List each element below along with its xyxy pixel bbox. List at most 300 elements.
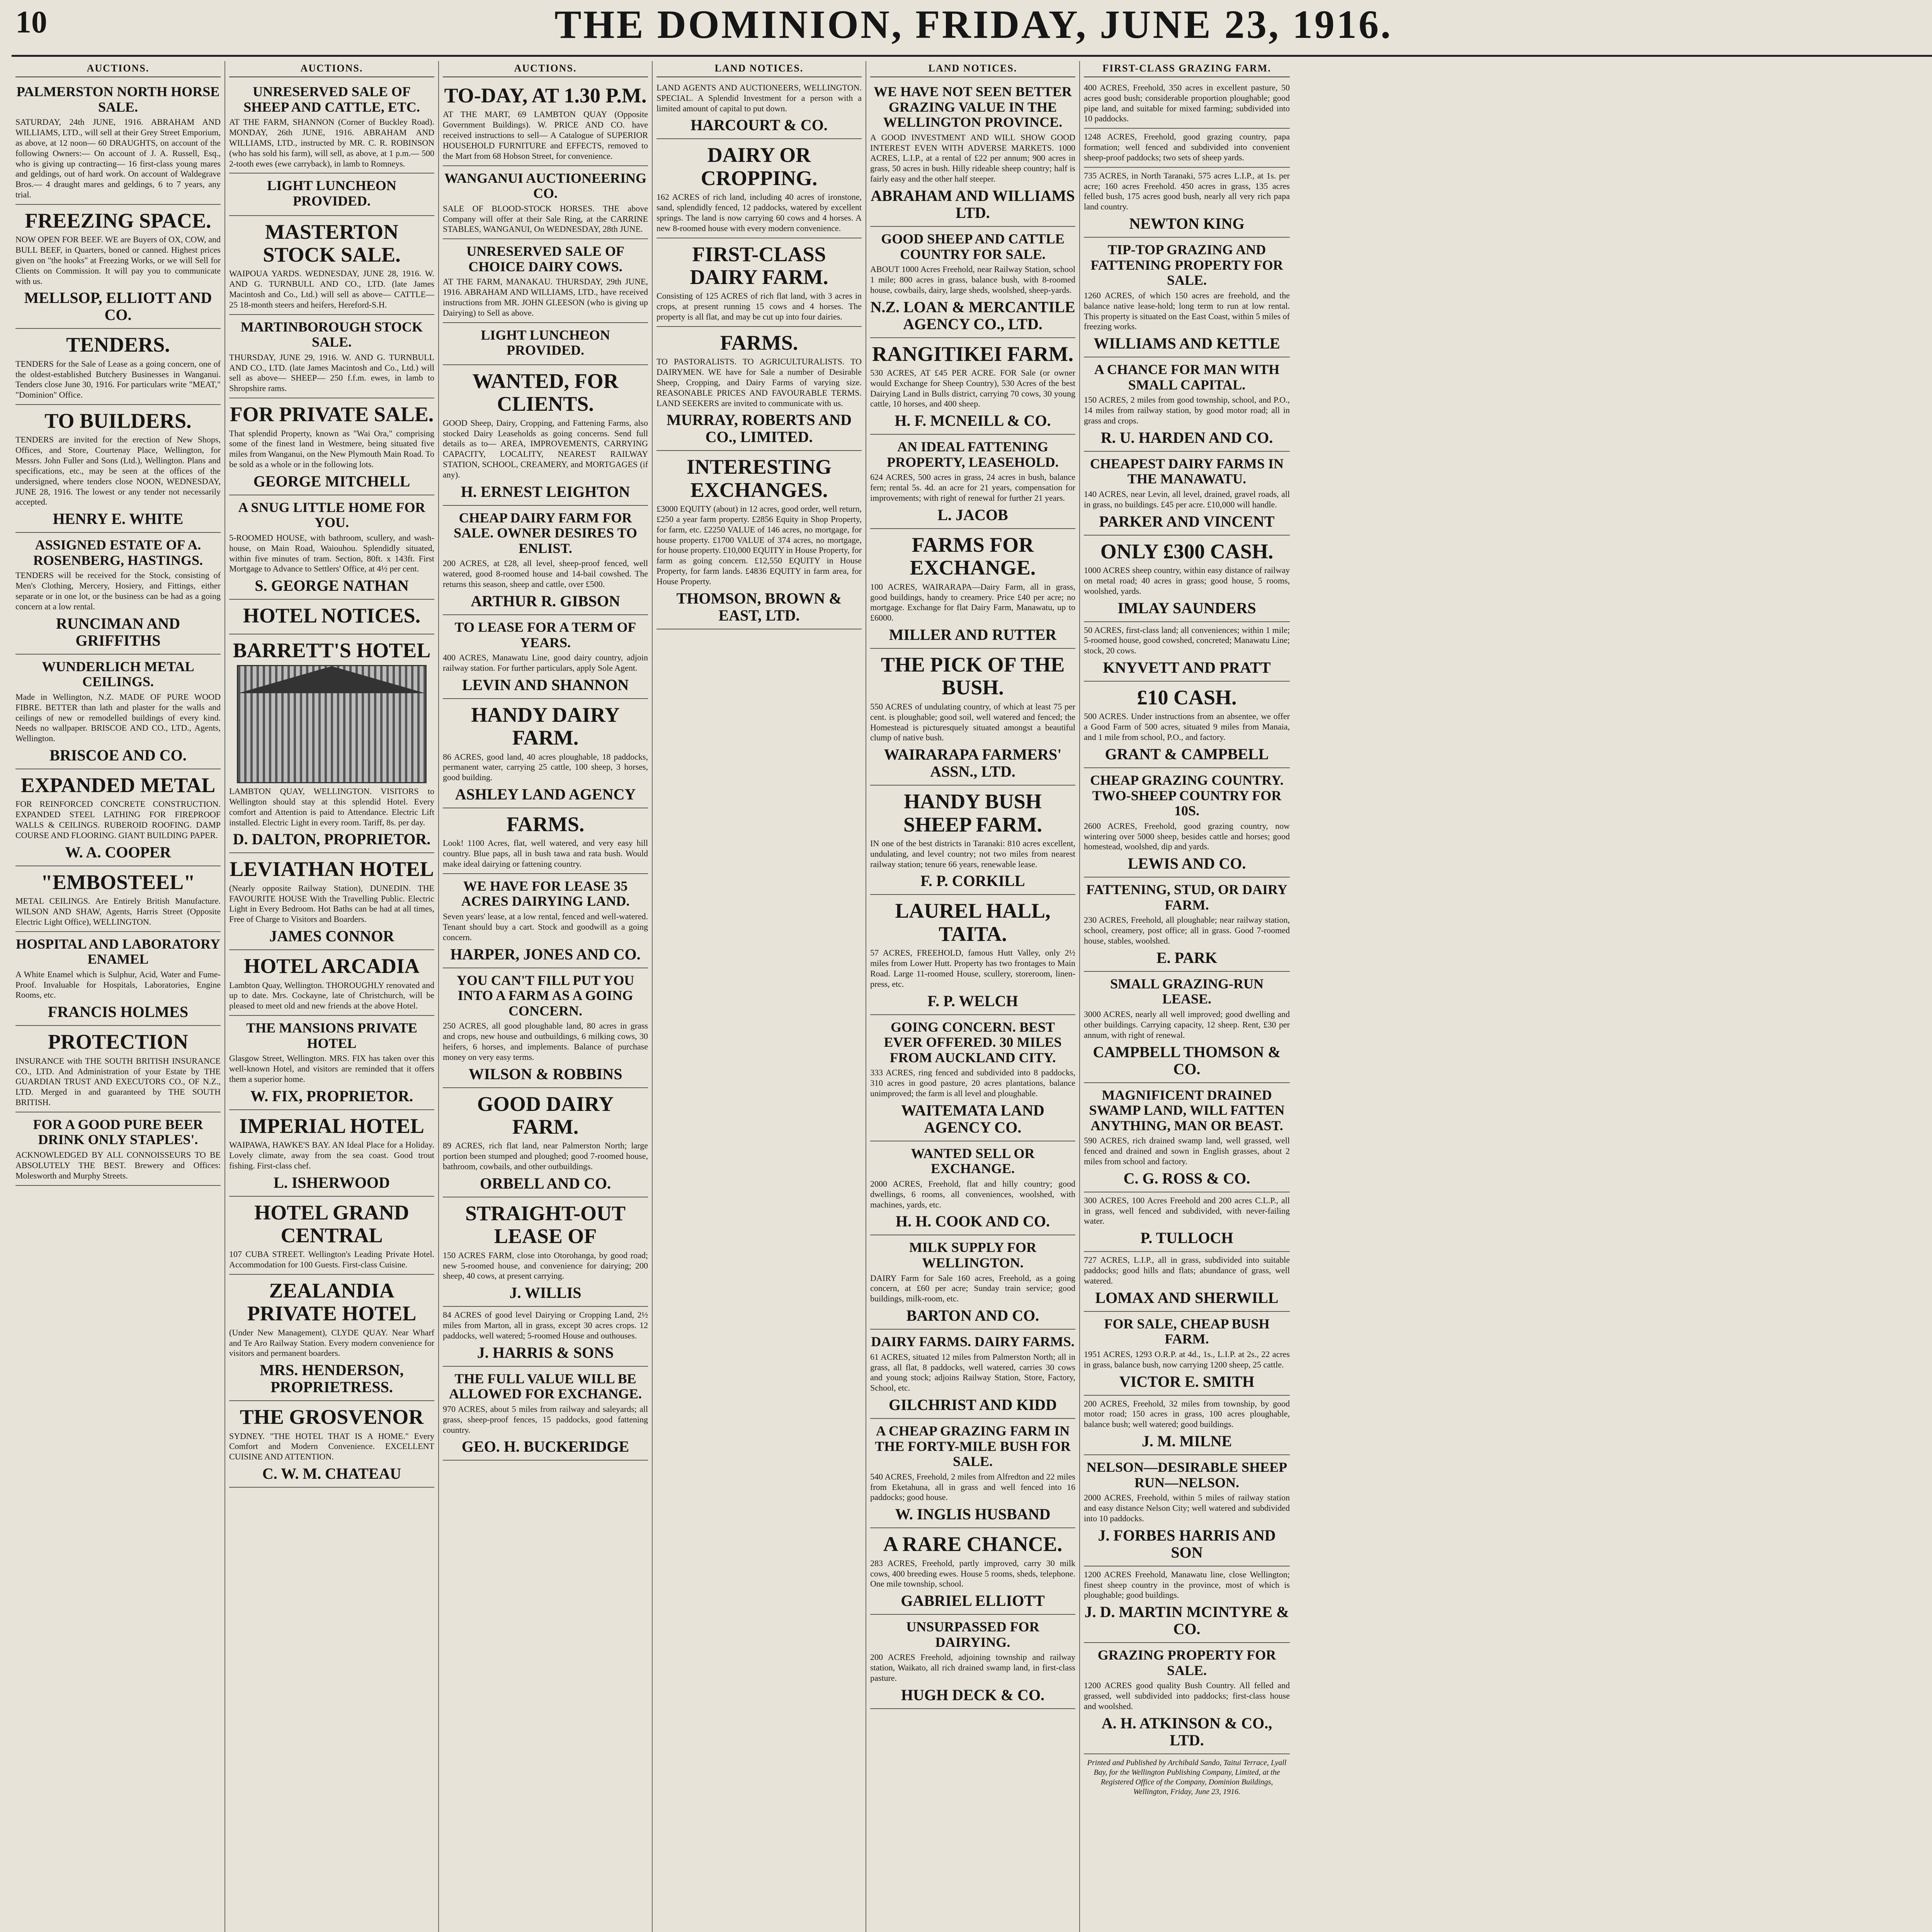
ad-firm-name: NEWTON KING [1129, 215, 1245, 233]
ad-firm-name: IMLAY SAUNDERS [1117, 599, 1256, 617]
ad-body: 61 ACRES, situated 12 miles from Palmerston North; all in grass, all flat, 8 paddocks, well watered, carries 30 cows and young stock; adjoins Railway Station, Store, Factory, School, etc. [870, 1352, 1075, 1393]
advertisement [1084, 452, 1290, 536]
ad-firm-name: BRISCOE AND CO. [49, 747, 187, 764]
ad-body: NOW OPEN FOR BEEF. WE are Buyers of OX, COW, and BULL BEEF, in Quarters, boned or canned. Highest prices given on "the hooks" at Freezing Works, or we will Sell for Clients on Commission. It will pay you to communicate with us. [15, 235, 221, 286]
advertisement [15, 80, 221, 205]
ad-firm-name: LEWIS AND CO. [1128, 855, 1246, 872]
advertisement [15, 1112, 221, 1186]
advertisement [656, 80, 862, 139]
ad-title: GOOD SHEEP AND CATTLE COUNTRY FOR SALE. [881, 231, 1065, 262]
ad-title: FIRST-CLASS DAIRY FARM. [690, 242, 828, 289]
masthead-rule [12, 55, 1932, 57]
ad-body: FOR REINFORCED CONCRETE CONSTRUCTION. EXPANDED STEEL LATHING FOR FIREPROOF WALLS & CEILINGS. RUBEROID ROOFING. DAMP COURSE AND FLOORING. GIANT BUILDING PAPER. [15, 799, 221, 840]
ad-title: ASSIGNED ESTATE OF A. ROSENBERG, HASTINGS. [33, 537, 203, 568]
advertisement [1084, 168, 1290, 238]
advertisement [229, 1275, 434, 1401]
ad-title: A CHANCE FOR MAN WITH SMALL CAPITAL. [1094, 362, 1280, 393]
column-heading: AUCTIONS. [229, 61, 434, 77]
ad-title: GOOD DAIRY FARM. [477, 1092, 614, 1139]
advertisement [229, 398, 434, 495]
ad-body: LAMBTON QUAY, WELLINGTON. VISITORS to Wellington should stay at this splendid Hotel. Every comfort and Attention is paid to Attendance. Electric Lift installed. Electric Light in every room. Tariff, 8s. per day. [229, 786, 434, 827]
imprint-footer: Printed and Published by Archibald Sando, Taitui Terrace, Lyall Bay, for the Wellington Publishing Company, Limited, at the Registered Office of the Company, Dominion Buildings, Wellington, Friday, June 23, 1916. [1087, 1758, 1287, 1796]
ad-firm-name: W. A. COOPER [65, 843, 171, 861]
ad-body: SYDNEY. "THE HOTEL THAT IS A HOME." Every Comfort and Modern Convenience. EXCELLENT CUISINE AND ATTENTION. [229, 1431, 434, 1462]
ad-firm-name: GABRIEL ELLIOTT [901, 1592, 1045, 1610]
advertisement [870, 529, 1075, 649]
ad-body: 150 ACRES FARM, close into Otorohanga, by good road; new 5-roomed house, and convenience for dairying; 200 sheep, 40 cows, at present carrying. [443, 1250, 648, 1281]
ad-title: MAGNIFICENT DRAINED SWAMP LAND, WILL FATTEN ANYTHING, MAN OR BEAST. [1089, 1087, 1285, 1133]
ad-body: Look! 1100 Acres, flat, well watered, and very easy hill country. Blue paps, all in bush tawa and rata bush. Would make ideal dairying or fattening country. [443, 838, 648, 869]
advertisement [1084, 1566, 1290, 1643]
ad-title: MASTERTON STOCK SALE. [263, 220, 401, 266]
ad-firm-name: H. ERNEST LEIGHTON [461, 483, 630, 500]
advertisement [15, 405, 221, 533]
ad-body: WAIPAWA, HAWKE'S BAY. AN Ideal Place for a Holiday. Lovely climate, away from the sea coast. Good trout fishing. First-class chef. [229, 1140, 434, 1170]
ad-firm-name: ORBELL AND CO. [480, 1174, 611, 1192]
ad-title: UNSURPASSED FOR DAIRYING. [906, 1619, 1039, 1650]
ad-title: WANTED SELL OR EXCHANGE. [911, 1145, 1035, 1177]
ad-body: TENDERS are invited for the erection of New Shops, Offices, and Store, Courtenay Place, Wellington, for Messrs. John Fuller and Sons (Ltd.), Wellington. Plans and specifications, etc., may be seen at the offices of the undersigned, where tenders close NOON, WEDNESDAY, JUNE 28, 1916. The lowest or any tender not necessarily accepted. [15, 435, 221, 507]
ad-title: FARMS. [720, 331, 798, 354]
advertisement [15, 1026, 221, 1112]
ad-title: HANDY BUSH SHEEP FARM. [903, 790, 1042, 836]
column-heading: LAND NOTICES. [656, 61, 862, 77]
ad-body: 2000 ACRES, Freehold, flat and hilly country; good dwellings, 6 rooms, all conveniences, woolshed, with machines, yards, etc. [870, 1179, 1075, 1209]
advertisement [1084, 238, 1290, 357]
ad-firm-name: WILSON & ROBBINS [468, 1065, 622, 1083]
ad-firm-name: LOMAX AND SHERWILL [1095, 1289, 1279, 1306]
ad-firm-name: GILCHRIST AND KIDD [889, 1396, 1057, 1414]
advertisement [870, 435, 1075, 529]
ad-firm-name: E. PARK [1156, 949, 1218, 966]
ad-firm-name: J. HARRIS & SONS [477, 1344, 614, 1361]
advertisement [870, 786, 1075, 895]
ad-body: (Nearly opposite Railway Station), DUNEDIN. THE FAVOURITE HOUSE With the Travelling Public. Electric Light in Every Bedroom. Hot Baths can be had at all times, Free of Charge to Visitors and Boarders. [229, 883, 434, 924]
ad-firm-name: JAMES CONNOR [269, 927, 395, 945]
advertisement [15, 205, 221, 329]
ad-firm-name: THOMSON, BROWN & EAST, LTD. [676, 589, 842, 624]
ad-body: ABOUT 1000 Acres Freehold, near Railway Station, school 1 mile; 800 acres in grass, balance bush, with 8-roomed house, cowbails, dairy, large sheds, woolshed, sheep-yards. [870, 264, 1075, 295]
advertisement [443, 365, 648, 506]
ad-firm-name: RUNCIMAN AND GRIFFITHS [56, 614, 180, 649]
ad-firm-name: F. P. WELCH [927, 992, 1018, 1010]
ad-body: 727 ACRES, L.I.P., all in grass, subdivided into suitable paddocks; good hills and flats; abundance of grass, well watered. [1084, 1255, 1290, 1286]
ad-body: 200 ACRES, Freehold, 32 miles from township, by good motor road; 150 acres in grass, 100 acres ploughable, balance bush; well watered; good buildings. [1084, 1398, 1290, 1429]
ad-title: A RARE CHANCE. [883, 1532, 1063, 1556]
ad-firm-name: BARTON AND CO. [906, 1307, 1039, 1325]
ad-title: LEVIATHAN HOTEL [230, 857, 434, 881]
advertisement [656, 139, 862, 238]
advertisement [443, 239, 648, 323]
ad-body: WAIPOUA YARDS. WEDNESDAY, JUNE 28, 1916. W. AND G. TURNBULL AND CO., LTD. (late James Macintosh and Co., Ltd.) will sell as above— CATTLE— 25 18-month steers and heifers, Hereford-S.H. [229, 269, 434, 310]
ad-title: HOSPITAL AND LABORATORY ENAMEL [16, 936, 220, 967]
ad-title: ZEALANDIA PRIVATE HOTEL [247, 1279, 417, 1325]
ad-firm-name: L. JACOB [937, 506, 1008, 524]
ad-title: CHEAP DAIRY FARM FOR SALE. OWNER DESIRES TO ENLIST. [454, 510, 637, 556]
ad-title: ONLY £300 CASH. [1100, 539, 1274, 563]
ad-body: TENDERS will be received for the Stock, consisting of Men's Clothing, Mercery, Hosiery, and Fittings, either separate or in one lot, or the business can be had as a going concern at a low rental. [15, 570, 221, 611]
advertisement [870, 649, 1075, 786]
ad-body: 84 ACRES of good level Dairying or Cropping Land, 2½ miles from Marton, all in grass, except 30 acres crops. 12 paddocks, well watered; 5-roomed House and outhouses. [443, 1310, 648, 1340]
advertisement [15, 866, 221, 932]
ad-body: 200 ACRES Freehold, adjoining township and railway station, Waikato, all rich drained swamp land, in first-class pasture. [870, 1652, 1075, 1683]
advertisement [229, 1110, 434, 1197]
ad-firm-name: GEORGE MITCHELL [253, 472, 410, 490]
ad-firm-name: H. F. MCNEILL & CO. [895, 412, 1051, 430]
ad-title: WUNDERLICH METAL CEILINGS. [42, 658, 194, 690]
ad-title: THE FULL VALUE WILL BE ALLOWED FOR EXCHANGE. [449, 1371, 642, 1402]
ad-body: 150 ACRES, 2 miles from good township, school, and P.O., 14 miles from railway station, by good motor road; all in grass and crops. [1084, 395, 1290, 426]
ad-body: 2600 ACRES, Freehold, good grazing country, now wintering over 5000 sheep, besides cattle and horses; good homestead, woolshed, dip and yards. [1084, 821, 1290, 852]
advertisement [229, 495, 434, 600]
ad-title: WE HAVE FOR LEASE 35 ACRES DAIRYING LAND. [461, 878, 630, 909]
ad-body: AT THE FARM, SHANNON (Corner of Buckley Road). MONDAY, 26th JUNE, 1916. ABRAHAM AND WILLIAMS, LTD., instructed by MR. C. R. ROBINSON (who has sold his farm), will sell, as above, at 1 p.m.— 500 2-tooth ewes (ewe carryback), in lamb to Romneys. [229, 117, 434, 168]
advertisement [229, 600, 434, 634]
advertisement [15, 533, 221, 655]
ad-title: IMPERIAL HOTEL [239, 1114, 424, 1138]
advertisement [870, 895, 1075, 1015]
ad-title: WE HAVE NOT SEEN BETTER GRAZING VALUE IN THE WELLINGTON PROVINCE. [874, 84, 1072, 130]
ad-body: 100 ACRES, WAIRARAPA—Dairy Farm, all in grass, good buildings, handy to creamery. Price £40 per acre; no mortgage. Exchange for flat Dairy Farm, Manawatu, up to £6000. [870, 582, 1075, 623]
ad-firm-name: CAMPBELL THOMSON & CO. [1093, 1043, 1281, 1078]
ad-body: LAND AGENTS AND AUCTIONEERS, WELLINGTON. SPECIAL. A Splendid Investment for a person with a limited amount of capital to put down. [656, 83, 862, 113]
ad-body: TENDERS for the Sale of Lease as a going concern, one of the oldest-established Butchery Businesses in Wanganui. Tenders close June 30, 1916. For particulars write "MEAT," "Dominion" Office. [15, 359, 221, 400]
ad-body: 970 ACRES, about 5 miles from railway and saleyards; all grass, sheep-proof fences, 15 paddocks, good fattening country. [443, 1404, 648, 1435]
ad-body: Lambton Quay, Wellington. THOROUGHLY renovated and up to date. Mrs. Cockayne, late of Christchurch, will be pleased to meet old and new friends at the above Hotel. [229, 980, 434, 1011]
advertisement [229, 950, 434, 1016]
advertisement [1084, 768, 1290, 878]
advertisement [15, 769, 221, 866]
ad-body: 400 ACRES, Manawatu Line, good dairy country, adjoin railway station. For further particulars, apply Sole Agent. [443, 653, 648, 673]
advertisement [1084, 972, 1290, 1083]
ad-firm-name: LEVIN AND SHANNON [462, 676, 629, 694]
ad-firm-name: J. FORBES HARRIS AND SON [1098, 1526, 1276, 1561]
ad-title: FOR PRIVATE SALE. [230, 403, 434, 426]
advertisement [1084, 1192, 1290, 1252]
ad-body: 283 ACRES, Freehold, partly improved, carry 30 milk cows, 400 breeding ewes. House 5 rooms, sheds, telephone. One mile township, school. [870, 1558, 1075, 1589]
ad-title: RANGITIKEI FARM. [872, 342, 1073, 366]
columns-container [12, 61, 1932, 1932]
ad-body: THURSDAY, JUNE 29, 1916. W. AND G. TURNBULL AND CO., LTD. (late James Macintosh and Co., Ltd.) will sell as above— SHEEP— 250 f.f.m. ewes, in lamb to Shropshire rams. [229, 352, 434, 393]
advertisement [1084, 80, 1290, 129]
advertisement [1084, 1455, 1290, 1566]
ad-body: 250 ACRES, all good ploughable land, 80 acres in grass and crops, new house and outbuildings, 6 milking cows, 30 heifers, 6 horses, and implements. Balance of purchase money on very easy terms. [443, 1021, 648, 1062]
advertisement [443, 166, 648, 240]
ad-firm-name: L. ISHERWOOD [274, 1173, 390, 1191]
advertisement [1084, 878, 1290, 972]
advertisement [443, 1088, 648, 1197]
advertisement [1084, 1312, 1290, 1396]
advertisement [15, 655, 221, 769]
ad-title: UNRESERVED SALE OF SHEEP AND CATTLE, ETC. [243, 84, 420, 115]
advertisement [443, 323, 648, 365]
ad-title: STRAIGHT-OUT LEASE OF [465, 1201, 626, 1248]
advertisement [1084, 622, 1290, 682]
ad-title: WANGANUI AUCTIONEERING CO. [444, 170, 647, 201]
ad-body: AT THE MART, 69 LAMBTON QUAY (Opposite Government Buildings). W. PRICE AND CO. have received instructions to sell— A Catalogue of SUPERIOR HOUSEHOLD FURNITURE and EFFECTS, removed to the Mart from 68 Hobson Street, for convenience. [443, 109, 648, 161]
ad-title: DAIRY OR CROPPING. [701, 143, 818, 190]
ad-title: WANTED, FOR CLIENTS. [472, 369, 619, 416]
ad-title: FATTENING, STUD, OR DAIRY FARM. [1086, 882, 1287, 913]
ad-body: 230 ACRES, Freehold, all ploughable; near railway station, school, creamery, post office; all in grass. Good 7-roomed house, stables, woolshed. [1084, 915, 1290, 946]
ad-firm-name: HARPER, JONES AND CO. [450, 945, 641, 963]
advertisement [443, 615, 648, 699]
ad-title: FARMS FOR EXCHANGE. [910, 533, 1036, 580]
ad-body: 200 ACRES, at £28, all level, sheep-proof fenced, well watered, good 8-roomed house and 14-bail cowshed. The returns this season, sheep and cattle, over £500. [443, 558, 648, 589]
ad-body: 735 ACRES, in North Taranaki, 575 acres L.I.P., at 1s. per acre; 160 acres Freehold. 450 acres in grass, 135 acres felled bush, 175 acres good bush, nearly all very rich papa land country. [1084, 170, 1290, 212]
advertisement [870, 1141, 1075, 1236]
advertisement [1084, 1643, 1290, 1754]
ad-firm-name: HUGH DECK & CO. [901, 1686, 1045, 1704]
ad-title: GOING CONCERN. BEST EVER OFFERED. 30 MILES FROM AUCKLAND CITY. [884, 1019, 1062, 1065]
ad-title: A CHEAP GRAZING FARM IN THE FORTY-MILE BUSH FOR SALE. [875, 1423, 1071, 1469]
ad-title: FOR A GOOD PURE BEER DRINK ONLY STAPLES'. [33, 1116, 203, 1148]
advertisement [870, 1419, 1075, 1528]
column-heading: LAND NOTICES. [870, 61, 1075, 77]
ad-firm-name: ARTHUR R. GIBSON [471, 592, 620, 610]
advertisement [229, 216, 434, 315]
ad-firm-name: ABRAHAM AND WILLIAMS LTD. [871, 187, 1075, 221]
advertisement [229, 80, 434, 173]
column-5 [866, 61, 1080, 1932]
advertisement [870, 1330, 1075, 1419]
ad-body: 590 ACRES, rich drained swamp land, well grassed, well fenced and drained and sown in English grasses, about 2 miles from school and factory. [1084, 1136, 1290, 1166]
ad-body: A White Enamel which is Sulphur, Acid, Water and Fume-Proof. Invaluable for Hospitals, Laboratories, Engine Rooms, etc. [15, 969, 221, 1000]
ad-body: IN one of the best districts in Taranaki: 810 acres excellent, undulating, and level country; not two miles from nearest railway station; tenure 66 years, renewable lease. [870, 838, 1075, 869]
ad-firm-name: H. H. COOK AND CO. [896, 1213, 1050, 1230]
advertisement [443, 808, 648, 874]
advertisement [870, 80, 1075, 227]
advertisement [870, 338, 1075, 435]
ad-body: Consisting of 125 ACRES of rich flat land, with 3 acres in crops, at present running 15 cows and 4 horses. The property is all flat, and may be cut up into four dairies. [656, 291, 862, 322]
ad-title: EXPANDED METAL [20, 774, 216, 797]
ad-firm-name: J. WILLIS [509, 1284, 582, 1302]
ad-body: SATURDAY, 24th JUNE, 1916. ABRAHAM AND WILLIAMS, LTD., will sell at their Grey Street Emporium, as above, at 12 noon— 60 DRAUGHTS, on account of the following Owners:— On account of J. A. Russell, Esq., who is giving up contracting— 16 first-class young mares and geldings, out of hard work. On account of Waldegrave Bros.— 4 draught mares and geldings, 6 to 7 years, any trial. [15, 117, 221, 199]
ad-body: 1200 ACRES good quality Bush Country. All felled and grassed, well subdivided into paddocks; first-class house and woolshed. [1084, 1680, 1290, 1711]
ad-title: FOR SALE, CHEAP BUSH FARM. [1104, 1316, 1270, 1347]
advertisement [443, 80, 648, 166]
column-heading: AUCTIONS. [15, 61, 221, 77]
column-3 [439, 61, 653, 1932]
advertisement [443, 1197, 648, 1307]
ad-title: THE PICK OF THE BUSH. [881, 653, 1065, 699]
advertisement [229, 1401, 434, 1488]
ad-body: 300 ACRES, 100 Acres Freehold and 200 acres C.L.P., all in grass, well fenced and subdivided, with never-failing water. [1084, 1195, 1290, 1226]
ad-firm-name: FRANCIS HOLMES [48, 1003, 189, 1021]
ad-firm-name: MURRAY, ROBERTS AND CO., LIMITED. [666, 411, 852, 446]
ad-firm-name: D. DALTON, PROPRIETOR. [233, 830, 431, 848]
ad-body: Seven years' lease, at a low rental, fenced and well-watered. Tenant should buy a cart. Stock and goodwill as a going concern. [443, 912, 648, 942]
ad-title: A SNUG LITTLE HOME FOR YOU. [238, 499, 425, 531]
advertisement [1084, 682, 1290, 768]
column-heading: AUCTIONS. [443, 61, 648, 77]
advertisement [656, 327, 862, 451]
ad-title: CHEAP GRAZING COUNTRY. TWO-SHEEP COUNTRY FOR 10S. [1090, 772, 1284, 819]
advertisement [15, 329, 221, 405]
advertisement [443, 874, 648, 968]
ad-firm-name: R. U. HARDEN AND CO. [1100, 429, 1273, 446]
ad-body: 162 ACRES of rich land, including 40 acres of ironstone, sand, splendidly fenced, 12 paddocks, watered by excellent springs. The land is now carrying 60 cows and 4 horses. A new 8-roomed house with every modern convenience. [656, 192, 862, 233]
ad-title: LIGHT LUNCHEON PROVIDED. [481, 327, 610, 358]
ad-firm-name: WILLIAMS AND KETTLE [1094, 335, 1280, 352]
masthead-title: THE DOMINION, FRIDAY, JUNE 23, 1916. [554, 2, 1393, 47]
page-number: 10 [15, 4, 47, 39]
advertisement [443, 699, 648, 808]
ad-title: MARTINBOROUGH STOCK SALE. [240, 319, 423, 350]
column-1 [12, 61, 225, 1932]
ad-title: TIP-TOP GRAZING AND FATTENING PROPERTY FOR SALE. [1090, 242, 1283, 288]
ad-title: CHEAPEST DAIRY FARMS IN THE MANAWATU. [1090, 456, 1284, 487]
column-4 [653, 61, 866, 1932]
ad-firm-name: W. INGLIS HUSBAND [895, 1505, 1051, 1523]
advertisement [1084, 1396, 1290, 1455]
ad-body: 333 ACRES, ring fenced and subdivided into 8 paddocks, 310 acres in good pasture, 20 acres plantations, balance unimproved; the farm is all level and ploughable. [870, 1068, 1075, 1098]
ad-firm-name: ASHLEY LAND AGENCY [455, 786, 636, 803]
advertisement [229, 173, 434, 216]
ad-body: 1248 ACRES, Freehold, good grazing country, papa formation; well fenced and subdivided into convenient sheep-proof paddocks; two sets of sheep yards. [1084, 132, 1290, 162]
advertisement [1084, 129, 1290, 167]
ad-body: SALE OF BLOOD-STOCK HORSES. THE above Company will offer at their Sale Ring, at the CARRINE STABLES, WANGANUI, On WEDNESDAY, 28th JUNE. [443, 203, 648, 234]
ad-title: LAUREL HALL, TAITA. [895, 899, 1051, 946]
ad-title: GRAZING PROPERTY FOR SALE. [1097, 1647, 1276, 1678]
ad-body: 5-ROOMED HOUSE, with bathroom, scullery, and wash-house, on Main Road, Waiouhou. Splendidly situated, within five minutes of tram. Section, 80ft. x 143ft. First Mortgage to Advance to Settlers' Office, at 4½ per cent. [229, 533, 434, 574]
ad-body: 540 ACRES, Freehold, 2 miles from Alfredton and 22 miles from Eketahuna, all in grass and well fenced into 16 paddocks; good house. [870, 1471, 1075, 1502]
advertisement [1084, 1083, 1290, 1192]
ad-firm-name: P. TULLOCH [1140, 1229, 1233, 1247]
ad-firm-name: PARKER AND VINCENT [1099, 512, 1275, 530]
ad-title: UNRESERVED SALE OF CHOICE DAIRY COWS. [466, 243, 624, 274]
ad-firm-name: W. FIX, PROPRIETOR. [250, 1087, 413, 1105]
ad-title: YOU CAN'T FILL PUT YOU INTO A FARM AS A GOING CONCERN. [456, 972, 634, 1019]
ad-title: HOTEL NOTICES. [243, 604, 421, 628]
advertisement [870, 1528, 1075, 1615]
ad-body: METAL CEILINGS. Are Entirely British Manufacture. WILSON AND SHAW, Agents, Harris Street (Opposite Electric Light Office), WELLINGTON. [15, 896, 221, 927]
ad-firm-name: VICTOR E. SMITH [1119, 1372, 1255, 1390]
ad-body: INSURANCE with THE SOUTH BRITISH INSURANCE CO., LTD. And Administration of your Estate by THE GUARDIAN TRUST AND EXECUTORS CO., OF N.Z., LTD. Merged in and guaranteed by THE SOUTH BRITISH. [15, 1056, 221, 1107]
ad-body: 500 ACRES. Under instructions from an absentee, we offer a Good Farm of 500 acres, situated 9 miles from Manaia, and 1 mile from school, P.O., and factory. [1084, 711, 1290, 742]
ad-title: £10 CASH. [1137, 686, 1237, 709]
ad-firm-name: A. H. ATKINSON & CO., LTD. [1101, 1714, 1272, 1749]
ad-title: PALMERSTON NORTH HORSE SALE. [16, 84, 220, 115]
ad-title: DAIRY FARMS. DAIRY FARMS. [871, 1334, 1075, 1350]
ad-body: 107 CUBA STREET. Wellington's Leading Private Hotel. Accommodation for 100 Guests. First-class Cuisine. [229, 1249, 434, 1270]
ad-body: 400 ACRES, Freehold, 350 acres in excellent pasture, 50 acres good bush; considerable proportion ploughable; good pipe land, and suitable for mixed farming; subdivided into 10 paddocks. [1084, 83, 1290, 124]
column-heading: FIRST-CLASS GRAZING FARM. [1084, 61, 1290, 77]
ad-body: 3000 ACRES, nearly all well improved; good dwelling and other buildings. Carrying capacity, 12 sheep. Rent, £30 per annum, with right of renewal. [1084, 1009, 1290, 1040]
advertisement [443, 1367, 648, 1461]
ad-title: THE MANSIONS PRIVATE HOTEL [246, 1020, 417, 1051]
ad-firm-name: GRANT & CAMPBELL [1105, 745, 1269, 763]
ad-firm-name: MRS. HENDERSON, PROPRIETRESS. [260, 1361, 404, 1396]
ad-firm-name: WAIRARAPA FARMERS' ASSN., LTD. [884, 746, 1062, 781]
ad-body: That splendid Property, known as "Wai Ora," comprising some of the finest land in Westmere, being situated five miles from Wanganui, on the New Plymouth Main Road. To be sold as a whole or in the following lots. [229, 428, 434, 469]
ad-body: 624 ACRES, 500 acres in grass, 24 acres in bush, balance fern; rental 5s. 4d. an acre for 21 years, compensation for improvements; with right of renewal for further 21 years. [870, 472, 1075, 503]
ad-title: SMALL GRAZING-RUN LEASE. [1110, 976, 1264, 1007]
ad-title: MILK SUPPLY FOR WELLINGTON. [909, 1240, 1037, 1271]
ad-body: 86 ACRES, good land, 40 acres ploughable, 18 paddocks, permanent water, carrying 25 cattle, 100 sheep, 3 horses, good building. [443, 752, 648, 782]
advertisement [443, 506, 648, 615]
ad-title: HANDY DAIRY FARM. [471, 703, 620, 750]
ad-body: (Under New Management), CLYDE QUAY. Near Wharf and Te Aro Railway Station. Every modern convenience for visitors and permanent boarders. [229, 1327, 434, 1358]
ad-body: 50 ACRES, first-class land; all conveniences; within 1 mile; 5-roomed house, good cowshed, concreted; Manawatu Line; stock, 20 cows. [1084, 625, 1290, 656]
ad-body: 57 ACRES, FREEHOLD, famous Hutt Valley, only 2½ miles from Lower Hutt. Property has two frontages to Main Road. Large 11-roomed House, scullery, storeroom, linen-press, etc. [870, 948, 1075, 989]
ad-title: PROTECTION [48, 1030, 189, 1054]
ad-firm-name: WAITEMATA LAND AGENCY CO. [901, 1101, 1044, 1136]
ad-title: FREEZING SPACE. [25, 209, 211, 232]
hotel-building-illustration [237, 665, 427, 783]
ad-title: LIGHT LUNCHEON PROVIDED. [267, 178, 396, 209]
ad-body: £3000 EQUITY (about) in 12 acres, good order, well return, £250 a year farm property. £2856 Equity in Shop Property, for farm, etc. £2250 VALUE of 146 acres, no mortgage, for house property. £1700 VALUE of 374 acres, no mortgage, for house property. £10,000 EQUITY in House Property, for farm as going concern. £12,550 EQUITY in House Property, for farm lands. £4836 EQUITY in farm area, for House Property. [656, 504, 862, 586]
advertisement [870, 1015, 1075, 1141]
ad-body: TO PASTORALISTS. TO AGRICULTURALISTS. TO DAIRYMEN. WE have for Sale a number of Desirable Sheep, Cropping, and Dairy Farms of varying size. REASONABLE PRICES AND FAVOURABLE TERMS. LAND SEEKERS are invited to communicate with us. [656, 357, 862, 408]
ad-body: AT THE FARM, MANAKAU. THURSDAY, 29th JUNE, 1916. ABRAHAM AND WILLIAMS, LTD., have received instructions from MR. JOHN GLEESON (who is giving up Dairying) to Sell as above. [443, 277, 648, 318]
advertisement [229, 853, 434, 950]
ad-firm-name: MILLER AND RUTTER [889, 626, 1057, 644]
ad-title: THE GROSVENOR [240, 1405, 424, 1429]
ad-body: 1260 ACRES, of which 150 acres are freehold, and the balance native lease-hold; long term to run at low rental. This property is situated on the East Coast, within 5 miles of freezing works. [1084, 290, 1290, 332]
ad-firm-name: HARCOURT & CO. [690, 116, 828, 134]
ad-firm-name: F. P. CORKILL [920, 872, 1025, 890]
ad-body: DAIRY Farm for Sale 160 acres, Freehold, as a going concern, at £60 per acre; Sunday train service; good buildings, milk-room, etc. [870, 1273, 1075, 1304]
ad-firm-name: GEO. H. BUCKERIDGE [461, 1438, 629, 1456]
ad-body: 1000 ACRES sheep country, within easy distance of railway on metal road; 40 acres in grass; good house, 5 rooms, woolshed, yards. [1084, 565, 1290, 596]
advertisement [870, 1235, 1075, 1330]
column-2 [225, 61, 439, 1932]
ad-firm-name: HENRY E. WHITE [53, 510, 184, 528]
ad-title: TO BUILDERS. [44, 409, 192, 433]
advertisement [15, 932, 221, 1026]
ad-title: BARRETT'S HOTEL [233, 638, 431, 662]
advertisement [229, 315, 434, 399]
advertisement [656, 238, 862, 327]
advertisement [229, 1016, 434, 1110]
advertisement [1084, 357, 1290, 452]
ad-body: Made in Wellington, N.Z. MADE OF PURE WOOD FIBRE. BETTER than lath and plaster for the walls and ceilings of new or remodelled buildings of every kind. Needs no wallpaper. BRISCOE AND CO., LTD., Agents, Wellington. [15, 692, 221, 743]
ad-body: Glasgow Street, Wellington. MRS. FIX has taken over this well-known Hotel, and visitors are reminded that it offers them a superior home. [229, 1053, 434, 1084]
advertisement [656, 451, 862, 629]
column-6 [1080, 61, 1294, 1932]
ad-title: TO LEASE FOR A TERM OF YEARS. [454, 619, 636, 650]
ad-title: AN IDEAL FATTENING PROPERTY, LEASEHOLD. [887, 439, 1059, 470]
ad-title: HOTEL ARCADIA [244, 954, 420, 978]
advertisement [870, 1615, 1075, 1709]
ad-firm-name: S. GEORGE NATHAN [255, 577, 409, 595]
ad-body: 1200 ACRES Freehold, Manawatu line, close Wellington; finest sheep country in the province, most of which is ploughable; good buildings. [1084, 1569, 1290, 1600]
ad-firm-name: J. M. MILNE [1141, 1432, 1232, 1450]
ad-body: 2000 ACRES, Freehold, within 5 miles of railway station and easy distance Nelson City; well watered and subdivided into 10 paddocks. [1084, 1493, 1290, 1523]
advertisement [229, 1197, 434, 1275]
ad-title: TO-DAY, AT 1.30 P.M. [444, 84, 647, 107]
advertisement [443, 1307, 648, 1366]
ad-title: FARMS. [506, 813, 585, 836]
ad-title: NELSON—DESIRABLE SHEEP RUN—NELSON. [1086, 1459, 1287, 1490]
advertisement [1084, 1252, 1290, 1311]
ad-firm-name: C. W. M. CHATEAU [262, 1465, 401, 1483]
ad-body: GOOD Sheep, Dairy, Cropping, and Fattening Farms, also stocked Dairy Leaseholds as going concerns. Send full details as to— AREA, IMPROVEMENTS, CARRYING CAPACITY, LOCALITY, NEAREST RAILWAY STATION, SCHOOL, CREAMERY, and MORTGAGES (if any). [443, 418, 648, 480]
ad-title: INTERESTING EXCHANGES. [686, 455, 832, 502]
advertisement [1084, 536, 1290, 622]
ad-title: "EMBOSTEEL" [41, 870, 196, 894]
ad-body: 89 ACRES, rich flat land, near Palmerston North; large portion been stumped and ploughed; good 7-roomed house, bathroom, cowbails, and other outbuildings. [443, 1141, 648, 1172]
ad-body: 550 ACRES of undulating country, of which at least 75 per cent. is ploughable; good soil, well watered and fenced; the Homestead is picturesquely situated amongst a beautiful clump of native bush. [870, 701, 1075, 743]
ad-title: HOTEL GRAND CENTRAL [254, 1201, 409, 1247]
advertisement [229, 634, 434, 854]
ad-firm-name: MELLSOP, ELLIOTT AND CO. [24, 289, 212, 324]
ad-body: A GOOD INVESTMENT AND WILL SHOW GOOD INTEREST EVEN WITH ADVERSE MARKETS. 1000 ACRES, L.I.P., at a rental of £22 per annum; 900 acres in grass, 50 acres in bush. Hilly rideable sheep country; half is fairly easy and the other half steeper. [870, 132, 1075, 184]
ad-body: 140 ACRES, near Levin, all level, drained, gravel roads, all in grass, no buildings. £45 per acre. £10,000 will handle. [1084, 489, 1290, 509]
ad-body: 1951 ACRES, 1293 O.R.P. at 4d., 1s., L.I.P. at 2s., 22 acres in grass, balance bush, now carrying 1200 sheep, 25 cattle. [1084, 1349, 1290, 1369]
ad-firm-name: J. D. MARTIN MCINTYRE & CO. [1084, 1603, 1289, 1638]
